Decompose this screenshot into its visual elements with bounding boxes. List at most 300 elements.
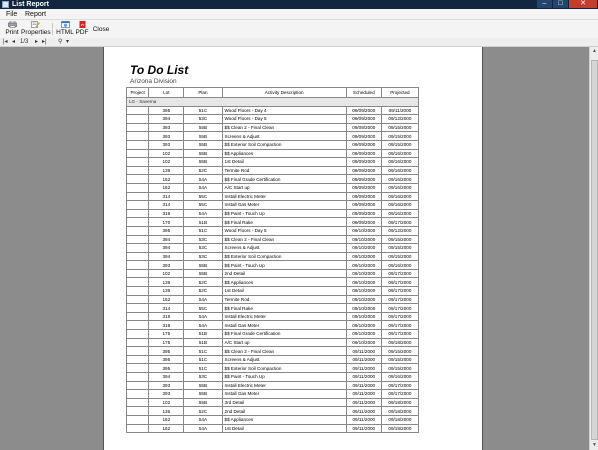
plan-cell: 55B [184, 149, 222, 158]
project-cell [127, 201, 149, 210]
activity-cell: $$ Appliances [222, 149, 346, 158]
projected-cell: 09/15/2000 [381, 347, 418, 356]
project-cell [127, 149, 149, 158]
project-cell [127, 209, 149, 218]
project-cell [127, 183, 149, 192]
table-row [127, 398, 419, 407]
toolbar [0, 20, 598, 38]
column-header-project: Project [127, 88, 149, 98]
table-row [127, 330, 419, 339]
projected-cell: 09/17/2000 [381, 330, 418, 339]
activity-cell: $$ Final Rake [222, 218, 346, 227]
activity-cell: $$ Appliances [222, 278, 346, 287]
plan-cell: 51C [184, 364, 222, 373]
activity-cell: $$ Clean 2 - Final Clean [222, 347, 346, 356]
plan-cell: 55B [184, 381, 222, 390]
zoom-dropdown-arrow[interactable]: ▾ [66, 39, 70, 45]
scheduled-cell: 09/11/2000 [346, 355, 381, 364]
project-cell [127, 321, 149, 330]
projected-cell: 09/17/2000 [381, 304, 418, 313]
table-row [127, 287, 419, 296]
activity-cell: Screens & Adjust [222, 355, 346, 364]
lot-cell: 394 [149, 115, 184, 124]
scheduled-cell: 09/10/2000 [346, 321, 381, 330]
projected-cell: 09/17/2000 [381, 287, 418, 296]
scheduled-cell: 09/10/2000 [346, 312, 381, 321]
pdf-export-button[interactable] [75, 21, 89, 37]
plan-cell: 55C [184, 304, 222, 313]
toolbar-separator [52, 23, 53, 35]
scheduled-cell: 09/09/2000 [346, 192, 381, 201]
lot-cell: 393 [149, 123, 184, 132]
activity-cell: 1st Detail [222, 424, 346, 433]
activity-cell: Screens & Adjust [222, 132, 346, 141]
app-icon [2, 1, 9, 8]
scheduled-cell: 09/09/2000 [346, 175, 381, 184]
projected-cell: 09/15/2000 [381, 355, 418, 364]
plan-cell: 53C [184, 115, 222, 124]
scheduled-cell: 09/09/2000 [346, 115, 381, 124]
properties-label: Properties [21, 29, 51, 36]
projected-cell: 09/15/2000 [381, 364, 418, 373]
pdf-icon [78, 21, 87, 28]
table-row [127, 295, 419, 304]
projected-cell: 09/15/2000 [381, 252, 418, 261]
lot-cell: 318 [149, 312, 184, 321]
table-row [127, 278, 419, 287]
project-cell [127, 261, 149, 270]
table-row [127, 312, 419, 321]
scroll-thumb[interactable] [591, 60, 598, 440]
project-cell [127, 106, 149, 115]
column-header-projected: Projected [381, 88, 418, 98]
lot-cell: 318 [149, 321, 184, 330]
plan-cell: 52C [184, 278, 222, 287]
scheduled-cell: 09/10/2000 [346, 304, 381, 313]
project-cell [127, 381, 149, 390]
group-label: LG - Saverna [127, 98, 419, 107]
plan-cell: 53C [184, 373, 222, 382]
scheduled-cell: 09/09/2000 [346, 201, 381, 210]
table-row [127, 192, 419, 201]
table-row [127, 424, 419, 433]
lot-cell: 394 [149, 235, 184, 244]
lot-cell: 175 [149, 330, 184, 339]
activity-cell: 2nd Detail [222, 269, 346, 278]
plan-cell: 53C [184, 252, 222, 261]
table-row [127, 373, 419, 382]
report-subtitle: Arizona Division [130, 78, 177, 85]
lot-cell: 394 [149, 244, 184, 253]
activity-cell: $$ Final Rake [222, 304, 346, 313]
projected-cell: 09/18/2000 [381, 398, 418, 407]
plan-cell: 51B [184, 218, 222, 227]
projected-cell: 09/11/2000 [381, 106, 418, 115]
plan-cell: 55C [184, 201, 222, 210]
scheduled-cell: 09/10/2000 [346, 338, 381, 347]
table-row [127, 269, 419, 278]
project-cell [127, 407, 149, 416]
scheduled-cell: 09/10/2000 [346, 269, 381, 278]
projected-cell: 09/16/2000 [381, 166, 418, 175]
projected-cell: 09/16/2000 [381, 149, 418, 158]
table-row [127, 166, 419, 175]
table-row [127, 415, 419, 424]
table-row [127, 158, 419, 167]
scheduled-cell: 09/11/2000 [346, 407, 381, 416]
lot-cell: 102 [149, 149, 184, 158]
projected-cell: 09/17/2000 [381, 390, 418, 399]
scheduled-cell: 09/10/2000 [346, 244, 381, 253]
activity-cell: Install Gas Meter [222, 321, 346, 330]
projected-cell: 09/16/2000 [381, 373, 418, 382]
projected-cell: 09/15/2000 [381, 235, 418, 244]
lot-cell: 162 [149, 424, 184, 433]
project-cell [127, 364, 149, 373]
plan-cell: 54A [184, 295, 222, 304]
lot-cell: 393 [149, 140, 184, 149]
scheduled-cell: 09/10/2000 [346, 278, 381, 287]
pdf-label: PDF [75, 29, 89, 36]
lot-cell: 136 [149, 287, 184, 296]
projected-cell: 09/12/2000 [381, 226, 418, 235]
next-page-button[interactable]: ▸ [35, 39, 39, 45]
scheduled-cell: 09/11/2000 [346, 398, 381, 407]
column-header-plan: Plan [184, 88, 222, 98]
close-window-button[interactable]: ✕ [569, 0, 597, 8]
scheduled-cell: 09/09/2000 [346, 209, 381, 218]
plan-cell: 51C [184, 347, 222, 356]
table-row [127, 218, 419, 227]
projected-cell: 09/18/2000 [381, 424, 418, 433]
table-row [127, 338, 419, 347]
plan-cell: 55B [184, 158, 222, 167]
activity-cell: 1st Detail [222, 158, 346, 167]
scheduled-cell: 09/10/2000 [346, 295, 381, 304]
project-cell [127, 252, 149, 261]
project-cell [127, 338, 149, 347]
plan-cell: 54A [184, 415, 222, 424]
project-cell [127, 330, 149, 339]
table-row [127, 390, 419, 399]
menu-bar [0, 9, 598, 20]
scheduled-cell: 09/09/2000 [346, 123, 381, 132]
table-row [127, 149, 419, 158]
activity-cell: 2nd Detail [222, 407, 346, 416]
first-page-button[interactable]: |◂ [3, 39, 8, 45]
scheduled-cell: 09/10/2000 [346, 287, 381, 296]
projected-cell: 09/16/2000 [381, 209, 418, 218]
column-header-activity: Activity Description [222, 88, 346, 98]
activity-cell: Termite Rod [222, 295, 346, 304]
last-page-button[interactable]: ▸| [42, 39, 47, 45]
projected-cell: 09/16/2000 [381, 192, 418, 201]
activity-cell: Termite Rod [222, 166, 346, 175]
projected-cell: 09/16/2000 [381, 175, 418, 184]
project-cell [127, 398, 149, 407]
project-cell [127, 390, 149, 399]
scheduled-cell: 09/10/2000 [346, 330, 381, 339]
plan-cell: 54A [184, 209, 222, 218]
plan-cell: 51B [184, 330, 222, 339]
window-title-bar[interactable] [0, 0, 598, 9]
plan-cell: 55B [184, 123, 222, 132]
printer-icon [8, 21, 17, 28]
plan-cell: 55B [184, 261, 222, 270]
project-cell [127, 347, 149, 356]
lot-cell: 136 [149, 407, 184, 416]
projected-cell: 09/17/2000 [381, 381, 418, 390]
projected-cell: 09/16/2000 [381, 183, 418, 192]
lot-cell: 395 [149, 364, 184, 373]
plan-cell: 54A [184, 312, 222, 321]
activity-cell: $$ Exterior Soil Compaction [222, 140, 346, 149]
activity-cell: Install Gas Meter [222, 390, 346, 399]
project-cell [127, 269, 149, 278]
plan-cell: 53C [184, 235, 222, 244]
project-cell [127, 244, 149, 253]
project-cell [127, 218, 149, 227]
plan-cell: 54A [184, 424, 222, 433]
project-cell [127, 140, 149, 149]
lot-cell: 393 [149, 132, 184, 141]
plan-cell: 55B [184, 132, 222, 141]
project-cell [127, 424, 149, 433]
table-row [127, 115, 419, 124]
lot-cell: 102 [149, 269, 184, 278]
table-row [127, 183, 419, 192]
project-cell [127, 158, 149, 167]
lot-cell: 162 [149, 415, 184, 424]
project-cell [127, 312, 149, 321]
project-cell [127, 192, 149, 201]
scheduled-cell: 09/11/2000 [346, 415, 381, 424]
scroll-down-button[interactable]: ▼ [592, 442, 597, 448]
lot-cell: 162 [149, 175, 184, 184]
projected-cell: 09/17/2000 [381, 269, 418, 278]
window-title: List Report [12, 1, 49, 8]
projected-cell: 09/15/2000 [381, 123, 418, 132]
activity-cell: Install Gas Meter [222, 201, 346, 210]
scheduled-cell: 09/11/2000 [346, 390, 381, 399]
lot-cell: 318 [149, 209, 184, 218]
table-row [127, 321, 419, 330]
projected-cell: 09/17/2000 [381, 278, 418, 287]
magnifier-icon[interactable]: ⚲ [58, 39, 63, 45]
lot-cell: 314 [149, 304, 184, 313]
report-title: To Do List [130, 63, 189, 77]
html-label: HTML [56, 29, 74, 36]
plan-cell: 51C [184, 106, 222, 115]
report-viewport[interactable] [0, 47, 589, 450]
html-export-button[interactable] [56, 21, 74, 37]
lot-cell: 395 [149, 106, 184, 115]
activity-cell: $$ Exterior Soil Compaction [222, 252, 346, 261]
plan-cell: 54A [184, 183, 222, 192]
activity-cell: 3rd Detail [222, 398, 346, 407]
menu-report[interactable]: Report [25, 11, 47, 18]
plan-cell: 55B [184, 269, 222, 278]
table-row [127, 355, 419, 364]
plan-cell: 55B [184, 140, 222, 149]
projected-cell: 09/17/2000 [381, 295, 418, 304]
lot-cell: 395 [149, 355, 184, 364]
scroll-up-button[interactable]: ▲ [592, 48, 597, 54]
lot-cell: 162 [149, 183, 184, 192]
activity-cell: A/C Start up [222, 338, 346, 347]
scheduled-cell: 09/10/2000 [346, 226, 381, 235]
plan-cell: 51C [184, 226, 222, 235]
project-cell [127, 226, 149, 235]
plan-cell: 52C [184, 287, 222, 296]
project-cell [127, 123, 149, 132]
print-button[interactable] [4, 21, 20, 37]
vertical-scrollbar[interactable] [589, 47, 598, 450]
lot-cell: 314 [149, 201, 184, 210]
project-cell [127, 235, 149, 244]
previous-page-button[interactable]: ◂ [12, 39, 16, 45]
scheduled-cell: 09/09/2000 [346, 106, 381, 115]
column-header-lot: Lot [149, 88, 184, 98]
activity-cell: $$ Paint - Touch Up [222, 261, 346, 270]
lot-cell: 314 [149, 192, 184, 201]
plan-cell: 55C [184, 192, 222, 201]
plan-cell: 52C [184, 407, 222, 416]
properties-button[interactable] [21, 21, 49, 37]
project-cell [127, 115, 149, 124]
table-row [127, 201, 419, 210]
activity-cell: $$ Appliances [222, 415, 346, 424]
activity-cell: $$ Paint - Touch Up [222, 373, 346, 382]
plan-cell: 55B [184, 398, 222, 407]
projected-cell: 09/15/2000 [381, 140, 418, 149]
scheduled-cell: 09/10/2000 [346, 235, 381, 244]
lot-cell: 136 [149, 166, 184, 175]
activity-cell: Wood Floors - Day 4 [222, 106, 346, 115]
plan-cell: 54A [184, 175, 222, 184]
plan-cell: 51B [184, 338, 222, 347]
scheduled-cell: 09/09/2000 [346, 149, 381, 158]
page-navigation-bar [0, 38, 598, 47]
project-cell [127, 373, 149, 382]
plan-cell: 53C [184, 244, 222, 253]
project-cell [127, 132, 149, 141]
table-row [127, 252, 419, 261]
window-controls [536, 0, 597, 9]
plan-cell: 51C [184, 355, 222, 364]
table-row [127, 140, 419, 149]
print-label: Print [5, 29, 19, 36]
plan-cell: 54A [184, 321, 222, 330]
lot-cell: 394 [149, 252, 184, 261]
lot-cell: 175 [149, 338, 184, 347]
minimize-button[interactable]: – [537, 0, 552, 8]
table-row [127, 304, 419, 313]
activity-cell: Wood Floors - Day 5 [222, 115, 346, 124]
activity-cell: Install Electric Meter [222, 381, 346, 390]
activity-cell: $$ Paint - Touch Up [222, 209, 346, 218]
table-row [127, 235, 419, 244]
project-cell [127, 295, 149, 304]
projected-cell: 09/18/2000 [381, 407, 418, 416]
table-row [127, 132, 419, 141]
activity-cell: Install Electric Meter [222, 192, 346, 201]
lot-cell: 393 [149, 381, 184, 390]
table-row [127, 106, 419, 115]
lot-cell: 394 [149, 373, 184, 382]
page-indicator[interactable]: 1/3 [20, 39, 29, 45]
lot-cell: 162 [149, 295, 184, 304]
group-row [127, 98, 419, 107]
scheduled-cell: 09/09/2000 [346, 218, 381, 227]
scheduled-cell: 09/09/2000 [346, 166, 381, 175]
activity-cell: 1st Detail [222, 287, 346, 296]
close-label: Close [92, 26, 110, 33]
plan-cell: 55B [184, 390, 222, 399]
scheduled-cell: 09/10/2000 [346, 261, 381, 270]
projected-cell: 09/12/2000 [381, 115, 418, 124]
html-icon [61, 21, 70, 28]
project-cell [127, 278, 149, 287]
lot-cell: 395 [149, 347, 184, 356]
projected-cell: 09/18/2000 [381, 338, 418, 347]
column-header-scheduled: Scheduled [346, 88, 381, 98]
projected-cell: 09/16/2000 [381, 201, 418, 210]
table-header-row [127, 88, 419, 98]
table-row [127, 226, 419, 235]
maximize-button[interactable]: □ [553, 0, 568, 8]
table-row [127, 364, 419, 373]
scheduled-cell: 09/09/2000 [346, 132, 381, 141]
scheduled-cell: 09/10/2000 [346, 252, 381, 261]
activity-cell: $$ Exterior Soil Compaction [222, 364, 346, 373]
activity-cell: Install Electric Meter [222, 312, 346, 321]
lot-cell: 393 [149, 261, 184, 270]
project-cell [127, 175, 149, 184]
lot-cell: 102 [149, 158, 184, 167]
plan-cell: 52C [184, 166, 222, 175]
project-cell [127, 166, 149, 175]
table-row [127, 209, 419, 218]
project-cell [127, 355, 149, 364]
activity-cell: Wood Floors - Day 5 [222, 226, 346, 235]
projected-cell: 09/17/2000 [381, 312, 418, 321]
scheduled-cell: 09/11/2000 [346, 424, 381, 433]
menu-file[interactable]: File [6, 11, 18, 18]
projected-cell: 09/15/2000 [381, 132, 418, 141]
projected-cell: 09/17/2000 [381, 321, 418, 330]
table-row [127, 407, 419, 416]
scheduled-cell: 09/09/2000 [346, 183, 381, 192]
table-row [127, 261, 419, 270]
activity-cell: $$ Final Grade Certification [222, 175, 346, 184]
table-row [127, 244, 419, 253]
lot-cell: 102 [149, 398, 184, 407]
table-row [127, 347, 419, 356]
activity-cell: $$ Clean 2 - Final Clean [222, 235, 346, 244]
report-page [103, 47, 483, 450]
table-row [127, 175, 419, 184]
lot-cell: 395 [149, 226, 184, 235]
properties-icon [31, 21, 40, 28]
projected-cell: 09/17/2000 [381, 218, 418, 227]
scheduled-cell: 09/11/2000 [346, 373, 381, 382]
activity-cell: A/C Start up [222, 183, 346, 192]
activity-cell: $$ Final Grade Certification [222, 330, 346, 339]
scheduled-cell: 09/09/2000 [346, 158, 381, 167]
project-cell [127, 287, 149, 296]
projected-cell: 09/16/2000 [381, 158, 418, 167]
